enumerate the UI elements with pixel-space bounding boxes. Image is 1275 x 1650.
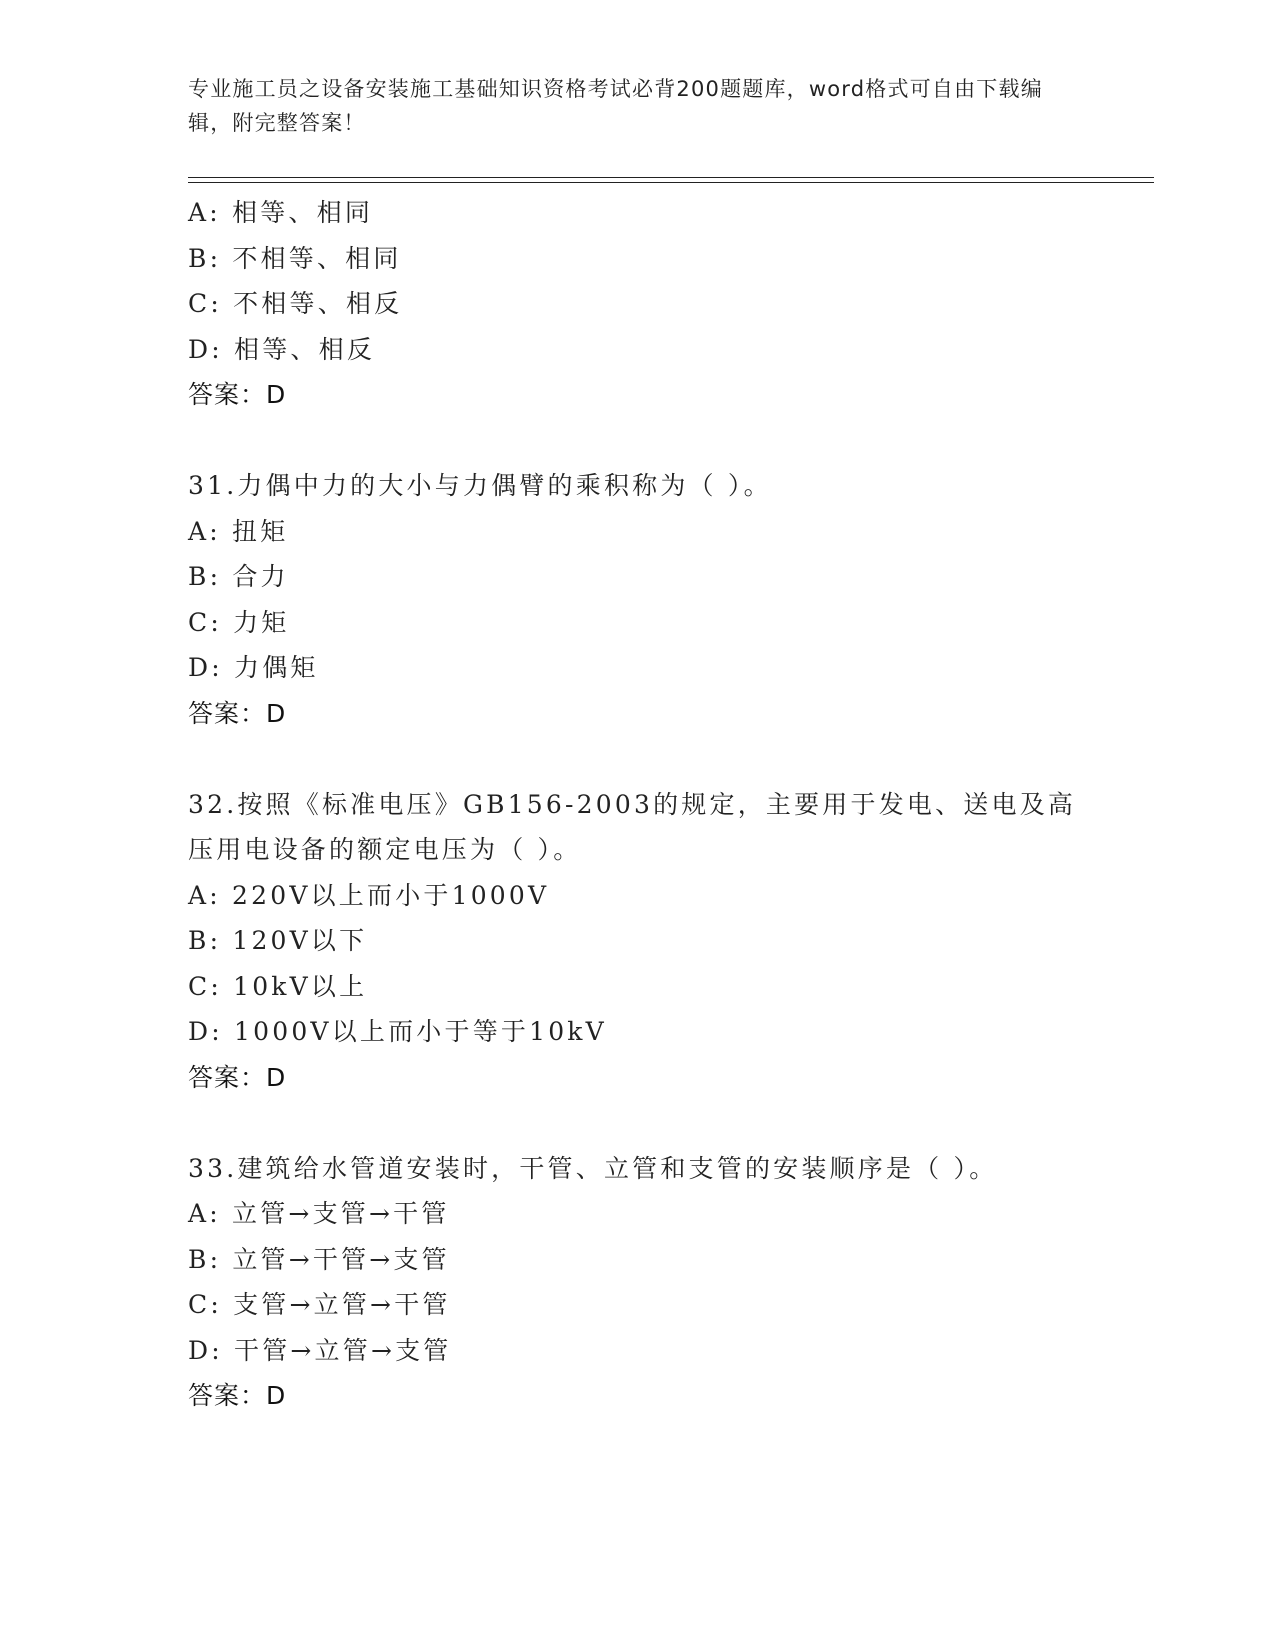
option-d: D: 1000V以上而小于等于10kV (188, 1017, 607, 1046)
option-b: B: 合力 (188, 562, 289, 591)
option-c: C: 力矩 (188, 607, 290, 637)
option-b: B: 不相等、相同 (188, 243, 402, 273)
header-divider-top (188, 177, 1154, 178)
option-a: A: 扭矩 (188, 516, 289, 546)
question-stem: 32.按照《标准电压》GB156-2003的规定，主要用于发电、送电及高压用电设备的额定电压为（ ）。 (188, 789, 1077, 864)
option-b: B: 立管→干管→支管 (188, 1244, 450, 1274)
option-c: C: 不相等、相反 (188, 289, 403, 318)
question-block-prev (188, 190, 1154, 418)
question-stem: 33.建筑给水管道安装时，干管、立管和支管的安装顺序是（ ）。 (188, 1153, 998, 1183)
header-divider-bottom (188, 182, 1154, 183)
question-block-32 (188, 782, 1154, 1101)
option-a: A: 立管→支管→干管 (188, 1199, 450, 1228)
option-a: A: 220V以上而小于1000V (188, 880, 550, 910)
option-b: B: 120V以下 (188, 926, 368, 955)
option-d: D: 干管→立管→支管 (188, 1335, 452, 1365)
question-stem: 31.力偶中力的大小与力偶臂的乘积称为（ ）。 (188, 471, 772, 500)
option-c: C: 支管→立管→干管 (188, 1290, 451, 1319)
question-block-31 (188, 463, 1154, 736)
answer: 答案：D (188, 1381, 287, 1410)
document-header: 专业施工员之设备安装施工基础知识资格考试必背200题题库，word格式可自由下载编辑，附完整答案！ (188, 77, 1043, 135)
answer: 答案：D (188, 1062, 287, 1092)
option-d: D: 力偶矩 (188, 653, 319, 682)
option-a: A: 相等、相同 (188, 198, 374, 227)
spacer (188, 418, 1154, 464)
answer: 答案：D (188, 380, 287, 409)
option-d: D: 相等、相反 (188, 334, 376, 364)
spacer (188, 1100, 1154, 1146)
answer: 答案：D (188, 698, 287, 728)
question-block-33 (188, 1146, 1154, 1419)
option-c: C: 10kV以上 (188, 971, 368, 1001)
spacer (188, 736, 1154, 782)
document-body (188, 190, 1154, 1419)
